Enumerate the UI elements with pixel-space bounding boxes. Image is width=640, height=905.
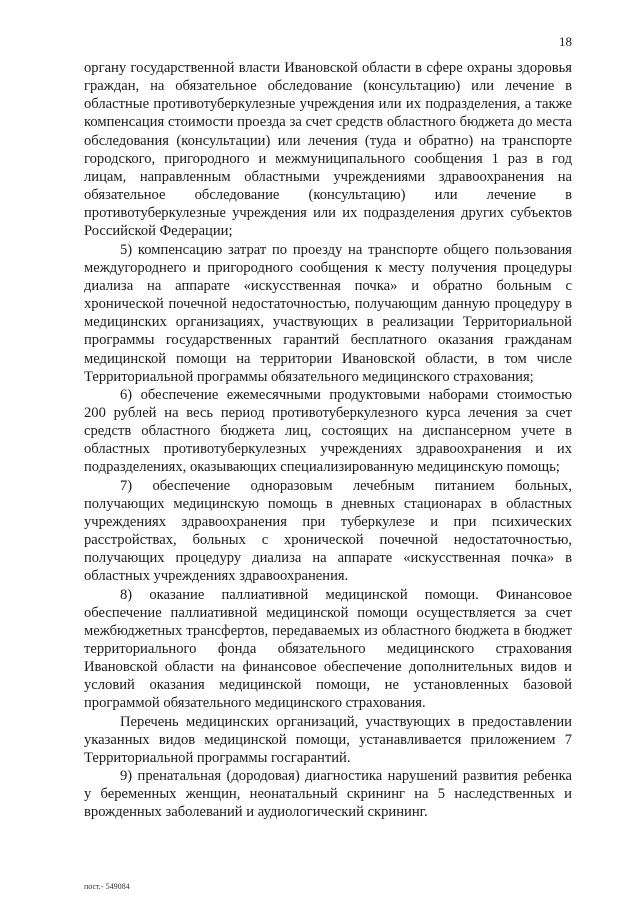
- paragraph-item-7: 7) обеспечение одноразовым лечебным питанием больных, получающих медицинскую помощь в дневных стационарах в областных учреждениях здравоохранения при туберкулезе и при психических расстройствах, больных с хронической почечной недостаточностью, получающих процедуру диализа на аппарате «искусственная почка» в областных учреждениях здравоохранения.: [84, 477, 572, 585]
- paragraph-item-5: 5) компенсацию затрат по проезду на транспорте общего пользования междугороднего и пригородного сообщения к месту получения процедуры диализа на аппарате «искусственная почка» и обратно больным с хронической почечной недостаточностью, получающим данную процедуру в медицинских организациях, участвующих в реализации Территориальной программы государственных гарантий бесплатного оказания гражданам медицинской помощи на территории Ивановской области, в том числе Территориальной программы обязательного медицинского страхования;: [84, 241, 572, 385]
- paragraph-item-8: 8) оказание паллиативной медицинской помощи. Финансовое обеспечение паллиативной медицинской помощи осуществляется за счет межбюджетных трансфертов, передаваемых из областного бюджета в бюджет территориального фонда обязательного медицинского страхования Ивановской области на финансовое обеспечение дополнительных видов и условий оказания медицинской помощи, не установленных базовой программой обязательного медицинского страхования.: [84, 586, 572, 712]
- paragraph-item-9: 9) пренатальная (дородовая) диагностика нарушений развития ребенка у беременных женщин, неонатальный скрининг на 5 наследственных и врожденных заболеваний и аудиологический скрининг.: [84, 768, 572, 821]
- paragraph-item-6: 6) обеспечение ежемесячными продуктовыми наборами стоимостью 200 рублей на весь период противотуберкулезного курса лечения за счет средств областного бюджета лиц, состоящих на диспансерном учете в областных противотуберкулезных учреждениях здравоохранения и их подразделениях, оказывающих специализированную медицинскую помощь;: [84, 386, 572, 476]
- paragraph-continuation: органу государственной власти Ивановской области в сфере охраны здоровья граждан, на обязательное обследование (консультацию) или лечение в областные противотуберкулезные учреждения или их подразделения, а также компенсация стоимости проезда за счет средств областного бюджета до места обследования (консультации) или лечения (туда и обратно) на транспорте городского, пригородного и межмуниципального сообщения 1 раз в год лицам, направленным областными учреждениями здравоохранения на обязательное обследование (консультацию) или лечение в противотуберкулезные учреждения или их подразделения других субъектов Российской Федерации;: [84, 60, 572, 240]
- paragraph-organizations-list: Перечень медицинских организаций, участвующих в предоставлении указанных видов медицинской помощи, устанавливается приложением 7 Территориальной программы госгарантий.: [84, 713, 572, 766]
- footer-document-code: пост.- 549084: [84, 882, 130, 891]
- document-body: [84, 59, 572, 822]
- page-number: 18: [559, 34, 572, 49]
